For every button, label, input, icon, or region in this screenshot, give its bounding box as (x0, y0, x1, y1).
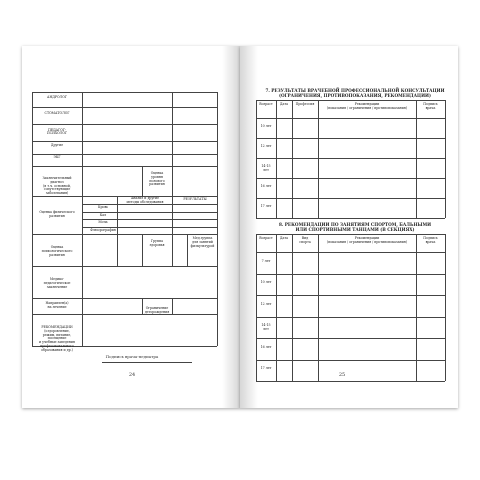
pediatrician-signature-label: Подпись врача-педиатра (105, 354, 159, 359)
row-label: АНДРОЛОГ (47, 94, 67, 99)
s8-column-border (318, 234, 319, 381)
s7-column-border (292, 100, 293, 218)
sub-row-label: Кал (99, 212, 107, 217)
row-border (32, 141, 217, 142)
row-label: ПЕДАГОГ- ПСИХОЛОГ (46, 127, 68, 136)
restriction-split (172, 298, 173, 314)
s7-header-bottom (256, 118, 445, 119)
s8-column-border (416, 234, 417, 381)
s8-column-header: Дата (279, 236, 289, 240)
sub-row-label: Кровь (98, 205, 108, 209)
s7-age-cell: 10 лет (260, 124, 272, 128)
s7-column-border (256, 100, 257, 218)
phys-group-label: Мед.группа для занятий физкультурой (190, 236, 215, 248)
s8-header-bottom (256, 252, 445, 253)
s7-row-border (256, 158, 445, 159)
inner-split (172, 107, 173, 124)
inner-split (172, 154, 173, 166)
health-split (172, 234, 173, 266)
s8-row-border (256, 274, 445, 275)
s7-table-top (256, 100, 445, 101)
health-group-label: Группа здоровья (149, 239, 165, 247)
row-border (32, 298, 217, 299)
right-page-number: 25 (338, 372, 346, 378)
restriction-label: Ограничение деторождения (144, 306, 170, 314)
inner-split (172, 92, 173, 107)
s7-column-header: Подпись врача (423, 102, 438, 110)
s8-column-border (256, 234, 257, 381)
s7-column-header: Рекомендации (показания / ограничения / противопоказания) (326, 102, 408, 110)
s7-row-border (256, 138, 445, 139)
s8-column-border (445, 234, 446, 381)
s8-age-cell: 16 лет (260, 344, 272, 349)
sub-row-label: Моча (98, 220, 108, 224)
level-column-border (172, 166, 173, 196)
s8-column-header: Подпись врача (423, 236, 438, 244)
row-label: Медико- педагогическое заключение (43, 277, 71, 289)
s7-column-header: Дата (279, 102, 289, 106)
s8-row-border (256, 360, 445, 361)
row-border (32, 107, 217, 108)
inner-split (172, 124, 173, 141)
row-label: СТОМАТОЛОГ (44, 110, 70, 115)
s8-table-top (256, 234, 445, 235)
s8-row-border (256, 295, 445, 296)
s7-column-header: Профессия (295, 102, 315, 106)
row-border (32, 234, 217, 235)
left-page (22, 46, 240, 408)
booklet-spread (22, 46, 458, 408)
row-border (32, 314, 217, 315)
s8-column-border (276, 234, 277, 381)
s7-column-border (416, 100, 417, 218)
row-label: Оценка физического развития (39, 210, 75, 218)
s7-column-header: Возраст (259, 102, 273, 106)
left-page-number: 24 (128, 372, 136, 378)
s7-age-cell: 14-15 лет (261, 164, 271, 172)
row-label: Оценка психологического развития (41, 245, 73, 257)
s8-age-cell: 12 лет (260, 301, 272, 306)
s7-column-border (276, 100, 277, 218)
inner-split (172, 141, 173, 154)
row-border (32, 124, 217, 125)
health-split (117, 234, 118, 266)
s8-row-border (256, 338, 445, 339)
row-label: Другие (50, 142, 64, 147)
s8-column-border (292, 234, 293, 381)
right-page (240, 46, 458, 408)
s7-age-cell: 17 лет (260, 204, 272, 208)
sexual-development-header: Оценка уровня полового развития (149, 171, 165, 187)
sub-row-border (82, 227, 217, 228)
row-label: Заключительный диагноз (в т.ч. основной, сопутствующие заболевания) (42, 176, 72, 196)
row-border (32, 166, 217, 167)
section-7-title: 7. РЕЗУЛЬТАТЫ ВРАЧЕБНОЙ ПРОФЕССИОНАЛЬНОЙ КОНСУЛЬТАЦИИ (ОГРАНИЧЕНИЯ, ПРОТИВОПОКАЗАНИЯ, РЕКОМЕНДАЦИИ) (265, 88, 445, 98)
section-8-title: 8. РЕКОМЕНДАЦИИ ПО ЗАНЯТИЯМ СПОРТОМ, БАЛЬНЫМИ ИЛИ СПОРТИВНЫМИ ТАНЦАМИ (В СЕКЦИЯХ) (278, 222, 432, 232)
s8-age-cell: 10 лет (260, 280, 272, 285)
signature-line (102, 362, 192, 363)
s8-row-border (256, 381, 445, 382)
s7-row-border (256, 178, 445, 179)
s8-column-header: Возраст (259, 236, 273, 240)
s7-row-border (256, 198, 445, 199)
row-label: Направлен(а) на лечение (45, 301, 69, 309)
s7-column-border (445, 100, 446, 218)
s7-age-cell: 16 лет (260, 184, 272, 188)
table-border-right (217, 92, 218, 346)
s7-age-cell: 12 лет (260, 144, 272, 148)
row-label: ЭКГ (53, 155, 61, 159)
row-border (32, 92, 217, 93)
row-border (32, 266, 217, 267)
left-gutter-shadow (222, 46, 240, 408)
s8-column-header: Вид спорта (299, 236, 311, 244)
sub-row-border (82, 212, 217, 213)
sub-row-label: Флюорография (90, 227, 116, 232)
s8-age-cell: 17 лет (260, 366, 272, 371)
s8-row-border (256, 317, 445, 318)
s8-age-cell: 7 лет (261, 258, 271, 263)
s8-column-header: Рекомендации (показания / ограничения / противопоказания) (326, 236, 408, 244)
health-split (142, 234, 143, 266)
row-label: РЕКОМЕНДАЦИИ (оздоровление, режим, питание, посещение и учебные заведения профессионального образования и др.) (39, 325, 75, 352)
s7-row-border (256, 218, 445, 219)
s8-age-cell: 14-15 лет (261, 323, 271, 332)
results-header: РЕЗУЛЬТАТЫ (183, 197, 207, 201)
analysis-header: Анализ и другие методы обследования (126, 196, 164, 204)
s7-column-border (318, 100, 319, 218)
